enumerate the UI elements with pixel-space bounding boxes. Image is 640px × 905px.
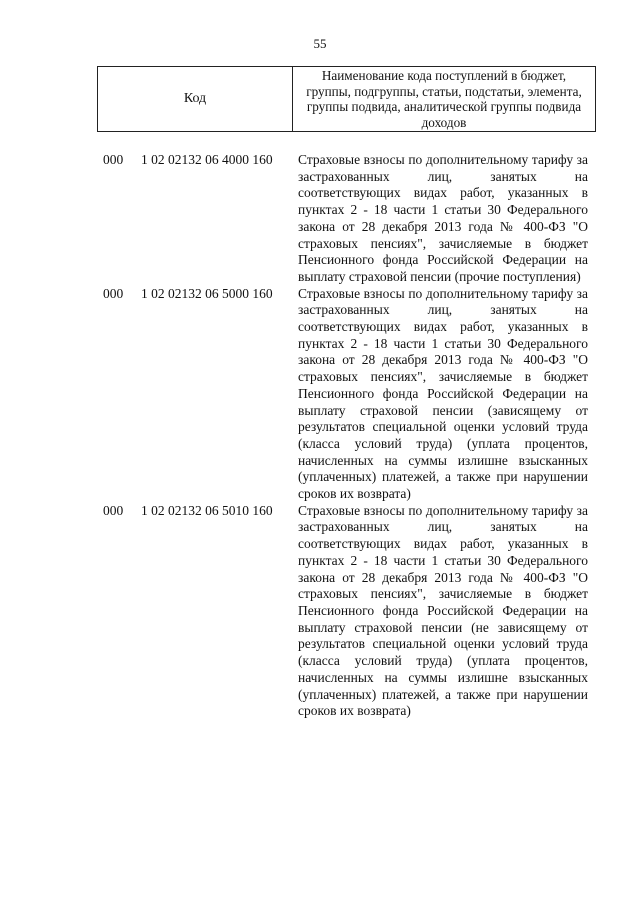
name-column-header: Наименование кода поступлений в бюджет, группы, подгруппы, статьи, подстатьи, элемента, группы подвида, аналитической группы подвида доходов bbox=[306, 68, 582, 130]
table-row bbox=[0, 503, 640, 720]
code-column-header: Код bbox=[98, 67, 293, 131]
page-number: 55 bbox=[313, 36, 327, 51]
admin-code: 000 bbox=[103, 502, 124, 518]
revenue-code: 1 02 02132 06 4000 160 bbox=[141, 152, 273, 167]
admin-code: 000 bbox=[103, 285, 124, 301]
revenue-description: Страховые взносы по дополнительному тарифу за застрахованных лиц, занятых на соответствующих видах работ, указанных в пунктах 2 - 18 части 1 статьи 30 Федерального закона от 28 декабря 2013 года № 400-ФЗ "О страховых пенсиях", зачисляемые в бюджет Пенсионного фонда Российской Федерации на выплату страховой пенсии (прочие поступления) bbox=[298, 152, 588, 284]
table-row bbox=[0, 152, 640, 286]
admin-code: 000 bbox=[103, 152, 124, 167]
table-row bbox=[0, 286, 640, 503]
revenue-description: Страховые взносы по дополнительному тарифу за застрахованных лиц, занятых на соответствующих видах работ, указанных в пунктах 2 - 18 части 1 статьи 30 Федерального закона от 28 декабря 2013 года № 400-ФЗ "О страховых пенсиях", зачисляемые в бюджет Пенсионного фонда Российской Федерации на выплату страховой пенсии (не зависящему от результатов специальной оценки условий труда (класса условий труда) (уплата процентов, начисленных на суммы излишне взысканных (уплаченных) платежей, а также при нарушении сроков их возврата) bbox=[298, 502, 588, 719]
revenue-code: 1 02 02132 06 5010 160 bbox=[141, 502, 273, 518]
table-body bbox=[0, 152, 640, 720]
revenue-description: Страховые взносы по дополнительному тарифу за застрахованных лиц, занятых на соответствующих видах работ, указанных в пунктах 2 - 18 части 1 статьи 30 Федерального закона от 28 декабря 2013 года № 400-ФЗ "О страховых пенсиях", зачисляемые в бюджет Пенсионного фонда Российской Федерации на выплату страховой пенсии (зависящему от результатов специальной оценки условий труда (класса условий труда) (уплата процентов, начисленных на суммы излишне взысканных (уплаченных) платежей, а также при нарушении сроков их возврата) bbox=[298, 285, 588, 502]
revenue-code: 1 02 02132 06 5000 160 bbox=[141, 285, 273, 301]
table-header bbox=[97, 66, 596, 132]
